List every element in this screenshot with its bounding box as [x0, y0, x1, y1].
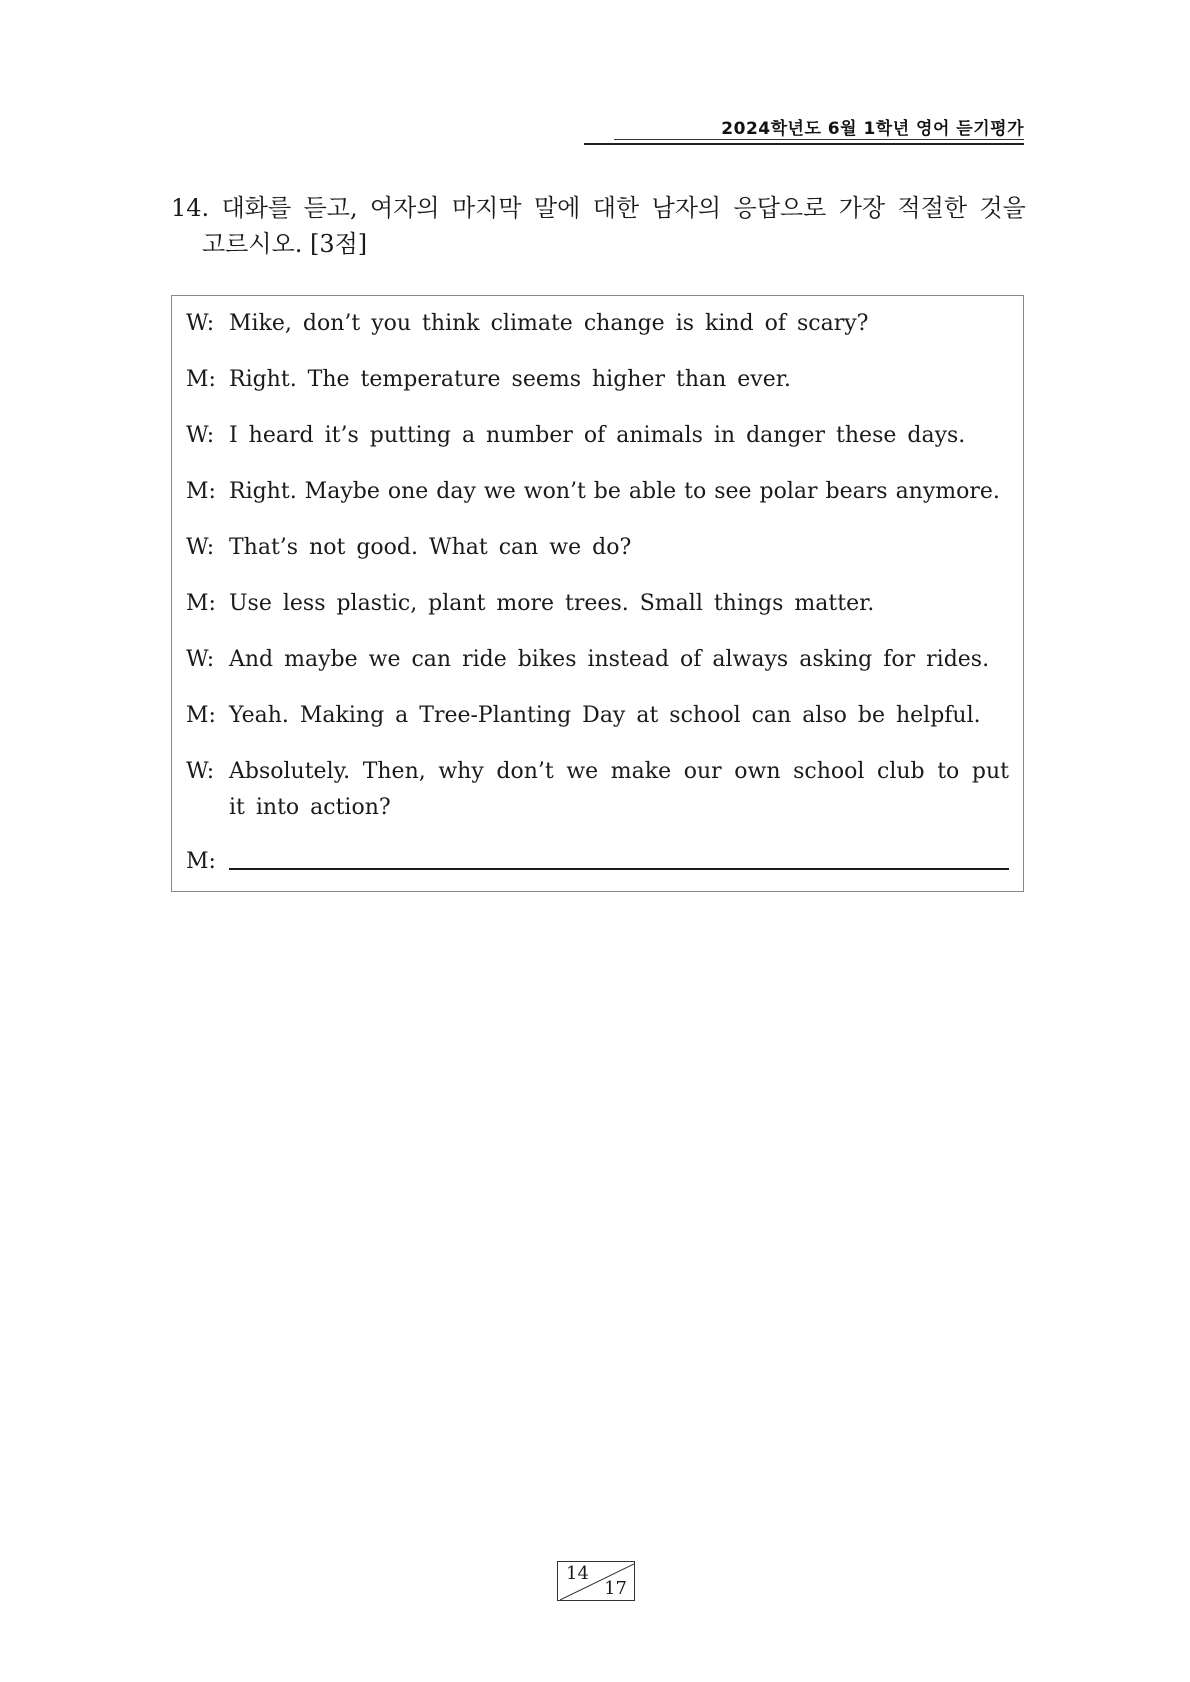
question-word: 듣고,: [303, 194, 358, 222]
exam-title: 2024학년도 6월 1학년 영어 듣기평가: [721, 119, 1024, 139]
answer-blank-line: [229, 844, 1009, 870]
dialogue-line: [186, 642, 1009, 678]
utterance-text: I heard it’s putting a number of animals in danger these days.: [229, 423, 966, 448]
question-line-1: [171, 190, 1026, 226]
speaker-label: M:: [186, 367, 216, 392]
utterance-text: And maybe we can ride bikes instead of always asking for rides.: [229, 647, 990, 672]
page-current: 14: [566, 1563, 589, 1584]
question-word: 대화를: [221, 194, 292, 222]
dialogue-line: [186, 474, 1009, 510]
question-word: 것을: [979, 194, 1026, 222]
header-rule-thick: [584, 143, 1024, 145]
dialogue-line: [186, 306, 1009, 342]
speaker-label: M:: [186, 849, 216, 874]
dialogue-line: [186, 754, 1009, 826]
question-word: 적절한: [897, 194, 968, 222]
question-word: 마지막: [451, 194, 522, 222]
header-rule-thin: [614, 139, 1024, 140]
speaker-label: W:: [186, 423, 215, 448]
question-word: 여자의: [370, 194, 440, 222]
speaker-label: W:: [186, 759, 215, 784]
question-word: 14.: [171, 194, 210, 222]
question-word: 응답으로: [733, 194, 827, 222]
dialogue-line: [186, 844, 1009, 880]
dialogue-line: [186, 698, 1009, 734]
page-number-box: [557, 1561, 635, 1601]
utterance-text: Mike, don’t you think climate change is kind of scary?: [229, 311, 869, 336]
utterance-text: Right. Maybe one day we won’t be able to see polar bears anymore.: [229, 479, 1000, 504]
dialogue-line: [186, 362, 1009, 398]
speaker-label: W:: [186, 535, 215, 560]
speaker-label: M:: [186, 479, 216, 504]
speaker-label: M:: [186, 591, 216, 616]
utterance-text: Use less plastic, plant more trees. Small things matter.: [229, 591, 875, 616]
utterance-text: Absolutely. Then, why don’t we make our own school club to put it into action?: [229, 759, 1009, 820]
dialogue-line: [186, 418, 1009, 454]
utterance-text: Yeah. Making a Tree-Planting Day at school can also be helpful.: [229, 703, 981, 728]
question-word: 말에: [533, 194, 581, 222]
question-word: 남자의: [651, 194, 722, 222]
question-line-2: 고르시오. [3점]: [202, 230, 368, 258]
question-word: 가장: [838, 194, 886, 222]
dialogue-box: [171, 295, 1024, 892]
utterance-text: Right. The temperature seems higher than ever.: [229, 367, 791, 392]
page-header: [584, 108, 1024, 144]
utterance-text: That’s not good. What can we do?: [229, 535, 632, 560]
question-prompt: [171, 190, 1026, 262]
speaker-label: W:: [186, 647, 215, 672]
dialogue-line: [186, 586, 1009, 622]
speaker-label: M:: [186, 703, 216, 728]
dialogue-line: [186, 530, 1009, 566]
question-word: 대한: [592, 194, 640, 222]
page-total: 17: [604, 1578, 627, 1599]
speaker-label: W:: [186, 311, 215, 336]
